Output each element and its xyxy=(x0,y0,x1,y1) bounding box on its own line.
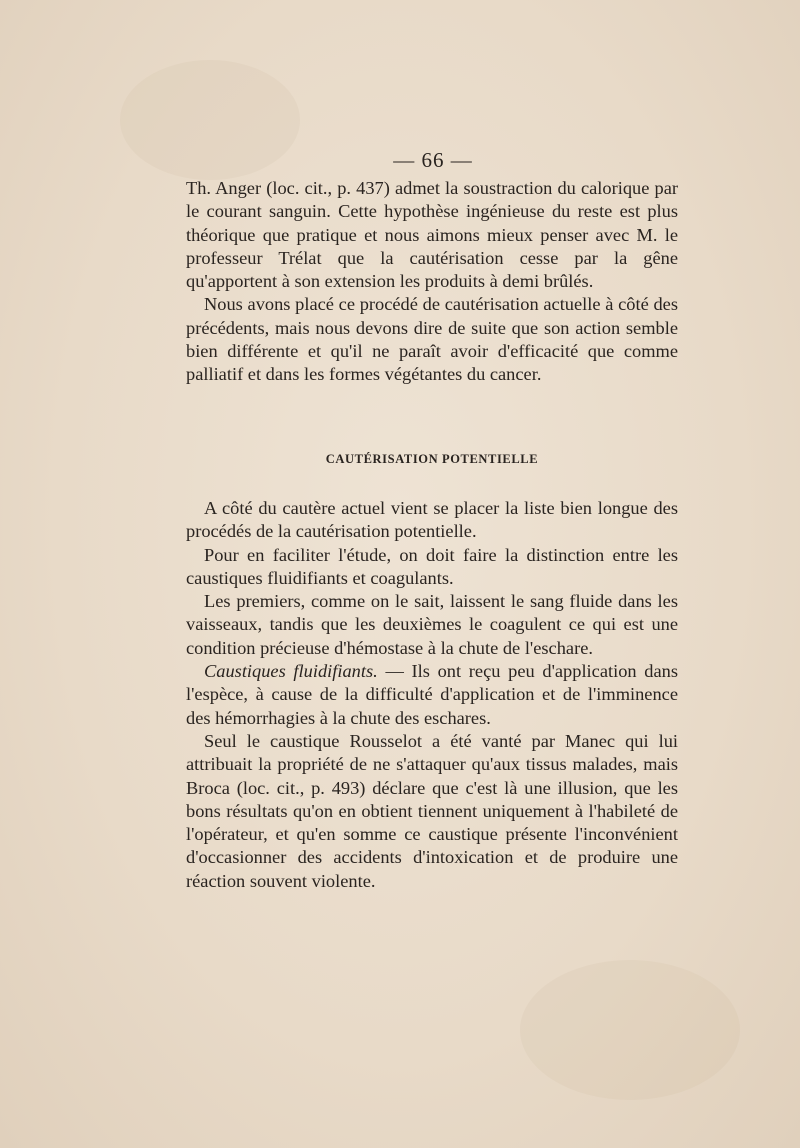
paragraph: Les premiers, comme on le sait, laissent le sang fluide dans les vaisseaux, tandis que les deuxièmes le coagulent ce qui est une condition précieuse d'hémostase à la chute de l'eschare. xyxy=(186,591,678,658)
paragraph-text: — Ils ont reçu peu d'application dans l'espèce, à cause de la difficulté d'application et de l'imminence des hémorrhagies à la chute des eschares. xyxy=(186,661,678,728)
section-heading: CAUTÉRISATION POTENTIELLE xyxy=(325,452,539,466)
paragraph: Pour en faciliter l'étude, on doit faire la distinction entre les caustiques fluidifiants et coagulants. xyxy=(186,544,678,588)
paper-stain xyxy=(520,960,740,1100)
paragraph-fluidifiants xyxy=(186,660,678,730)
paragraph: Seul le caustique Rousselot a été vanté par Manec qui lui attribuait la propriété de ne s'attaquer qu'aux tissus malades, mais Broca (loc. cit., p. 493) déclare que c'est là une illusion, que les bons résultats qu'on en obtient tiennent uniquement à l'habileté de l'opérateur, et qu'en somme ce caustique présente l'inconvénient d'occasionner des accidents d'intoxication et de produire une réaction souvent violente. xyxy=(186,730,678,891)
paragraph: Nous avons placé ce procédé de cautérisation actuelle à côté des précédents, mais nous devons dire de suite que son action semble bien différente et qu'il ne paraît avoir d'efficacité que comme palliatif et dans les formes végétantes du cancer. xyxy=(186,294,678,385)
paragraph: Th. Anger (loc. cit., p. 437) admet la soustraction du calorique par le courant sanguin. Cette hypothèse ingénieuse du reste est plus théorique que pratique et nous aimons mieux penser avec M. le professeur Trélat que la cautérisation cesse par la gêne qu'apportent à son extension les produits à demi brûlés. xyxy=(186,178,678,292)
body-text-lower xyxy=(186,497,678,893)
body-text-upper xyxy=(186,177,678,387)
paragraph: A côté du cautère actuel vient se placer la liste bien longue des procédés de la cautérisation potentielle. xyxy=(186,498,678,542)
italic-lead: Caustiques fluidifiants. xyxy=(204,661,378,682)
page-number: — 66 — xyxy=(393,148,473,172)
